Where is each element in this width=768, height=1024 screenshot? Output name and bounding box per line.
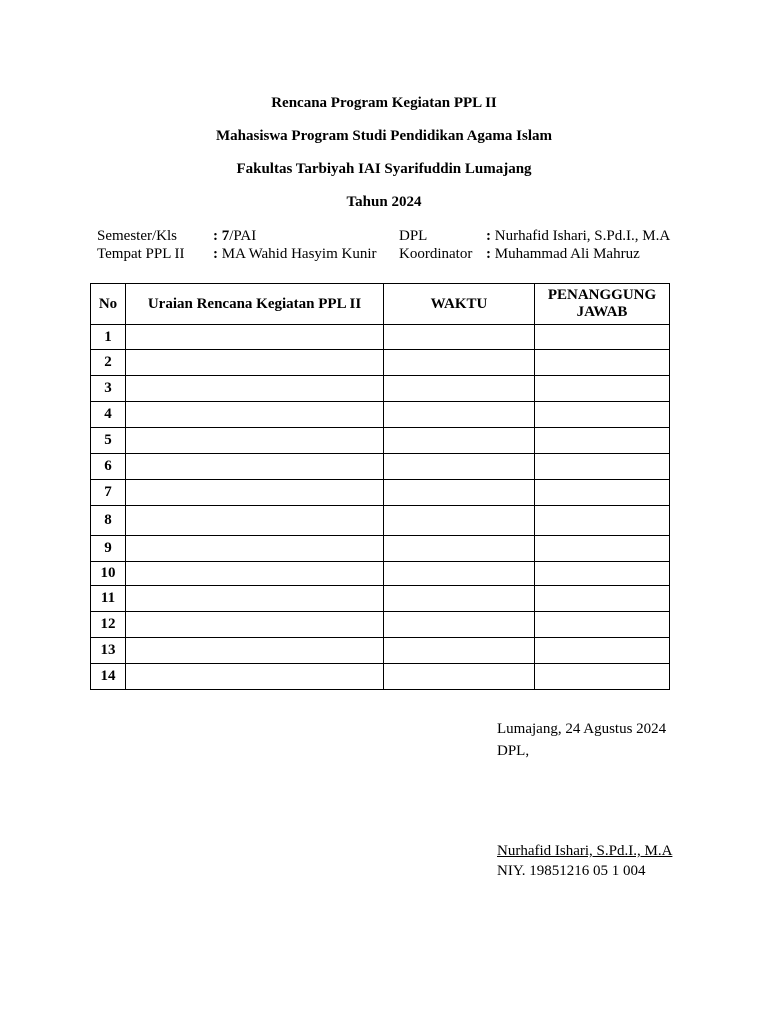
- penanggung-jawab-cell: [535, 402, 670, 428]
- table-row: [91, 325, 670, 350]
- penanggung-jawab-cell: [535, 376, 670, 402]
- uraian-cell: [126, 562, 384, 586]
- waktu-cell: [384, 506, 535, 536]
- header-no: No: [91, 284, 126, 325]
- koordinator-value: [486, 245, 640, 263]
- waktu-cell: [384, 325, 535, 350]
- row-number: 3: [91, 376, 126, 402]
- table-row: [91, 586, 670, 612]
- row-number: 6: [91, 454, 126, 480]
- semester-value: [213, 227, 256, 245]
- activity-plan-table: [90, 283, 670, 690]
- waktu-cell: [384, 402, 535, 428]
- waktu-cell: [384, 480, 535, 506]
- koordinator-label: Koordinator: [399, 246, 473, 262]
- row-number: 4: [91, 402, 126, 428]
- header-waktu: WAKTU: [384, 284, 535, 325]
- uraian-cell: [126, 664, 384, 690]
- row-number: 10: [91, 562, 126, 586]
- table-body: [91, 325, 670, 690]
- table-row: [91, 402, 670, 428]
- uraian-cell: [126, 454, 384, 480]
- waktu-cell: [384, 428, 535, 454]
- penanggung-jawab-cell: [535, 480, 670, 506]
- uraian-cell: [126, 586, 384, 612]
- row-number: 11: [91, 586, 126, 612]
- table-row: [91, 536, 670, 562]
- penanggung-jawab-cell: [535, 586, 670, 612]
- penanggung-jawab-cell: [535, 638, 670, 664]
- penanggung-jawab-cell: [535, 350, 670, 376]
- document-title: Rencana Program Kegiatan PPL II: [271, 95, 497, 111]
- waktu-cell: [384, 536, 535, 562]
- penanggung-jawab-cell: [535, 536, 670, 562]
- header-penanggung-jawab: [535, 284, 670, 325]
- row-number: 5: [91, 428, 126, 454]
- penanggung-jawab-cell: [535, 428, 670, 454]
- signature-name: Nurhafid Ishari, S.Pd.I., M.A: [497, 843, 673, 859]
- waktu-cell: [384, 612, 535, 638]
- row-number: 7: [91, 480, 126, 506]
- waktu-cell: [384, 562, 535, 586]
- header-uraian: Uraian Rencana Kegiatan PPL II: [126, 284, 384, 325]
- tempat-value: [213, 245, 377, 263]
- penanggung-jawab-cell: [535, 506, 670, 536]
- table-row: [91, 612, 670, 638]
- dpl-label: DPL: [399, 228, 428, 244]
- semester-program: /PAI: [229, 228, 257, 244]
- uraian-cell: [126, 376, 384, 402]
- tempat-label: Tempat PPL II: [97, 246, 185, 262]
- dpl-separator: :: [486, 228, 491, 244]
- header-pj-line1: PENANGGUNG: [547, 287, 657, 303]
- row-number: 14: [91, 664, 126, 690]
- penanggung-jawab-cell: [535, 325, 670, 350]
- tempat-text: MA Wahid Hasyim Kunir: [221, 246, 377, 262]
- dpl-text: Nurhafid Ishari, S.Pd.I., M.A: [494, 228, 671, 244]
- table-row: [91, 638, 670, 664]
- waktu-cell: [384, 376, 535, 402]
- table-row: [91, 562, 670, 586]
- uraian-cell: [126, 428, 384, 454]
- year-subtitle: Tahun 2024: [346, 194, 422, 210]
- penanggung-jawab-cell: [535, 664, 670, 690]
- table-row: [91, 376, 670, 402]
- waktu-cell: [384, 454, 535, 480]
- koordinator-text: Muhammad Ali Mahruz: [494, 246, 640, 262]
- header-pj-line2: JAWAB: [576, 304, 628, 320]
- koordinator-separator: :: [486, 246, 491, 262]
- row-number: 2: [91, 350, 126, 376]
- row-number: 1: [91, 325, 126, 350]
- waktu-cell: [384, 638, 535, 664]
- penanggung-jawab-cell: [535, 454, 670, 480]
- table-row: [91, 480, 670, 506]
- signature-place-date: Lumajang, 24 Agustus 2024: [497, 721, 667, 737]
- semester-label: Semester/Kls: [97, 228, 177, 244]
- table-row: [91, 428, 670, 454]
- row-number: 13: [91, 638, 126, 664]
- table-row: [91, 506, 670, 536]
- uraian-cell: [126, 402, 384, 428]
- uraian-cell: [126, 536, 384, 562]
- penanggung-jawab-cell: [535, 612, 670, 638]
- row-number: 9: [91, 536, 126, 562]
- table-row: [91, 454, 670, 480]
- semester-number: 7: [221, 228, 230, 244]
- waktu-cell: [384, 664, 535, 690]
- semester-separator: :: [213, 228, 218, 244]
- table-header-row: [91, 284, 670, 325]
- dpl-value: [486, 227, 670, 245]
- row-number: 8: [91, 506, 126, 536]
- table-row: [91, 350, 670, 376]
- table-row: [91, 664, 670, 690]
- penanggung-jawab-cell: [535, 562, 670, 586]
- uraian-cell: [126, 325, 384, 350]
- signature-role: DPL,: [497, 743, 530, 759]
- uraian-cell: [126, 612, 384, 638]
- signature-niy: NIY. 19851216 05 1 004: [497, 863, 646, 879]
- uraian-cell: [126, 350, 384, 376]
- uraian-cell: [126, 480, 384, 506]
- faculty-subtitle: Fakultas Tarbiyah IAI Syarifuddin Lumajang: [236, 161, 532, 177]
- uraian-cell: [126, 506, 384, 536]
- program-subtitle: Mahasiswa Program Studi Pendidikan Agama Islam: [215, 128, 553, 144]
- waktu-cell: [384, 586, 535, 612]
- row-number: 12: [91, 612, 126, 638]
- waktu-cell: [384, 350, 535, 376]
- uraian-cell: [126, 638, 384, 664]
- tempat-separator: :: [213, 246, 218, 262]
